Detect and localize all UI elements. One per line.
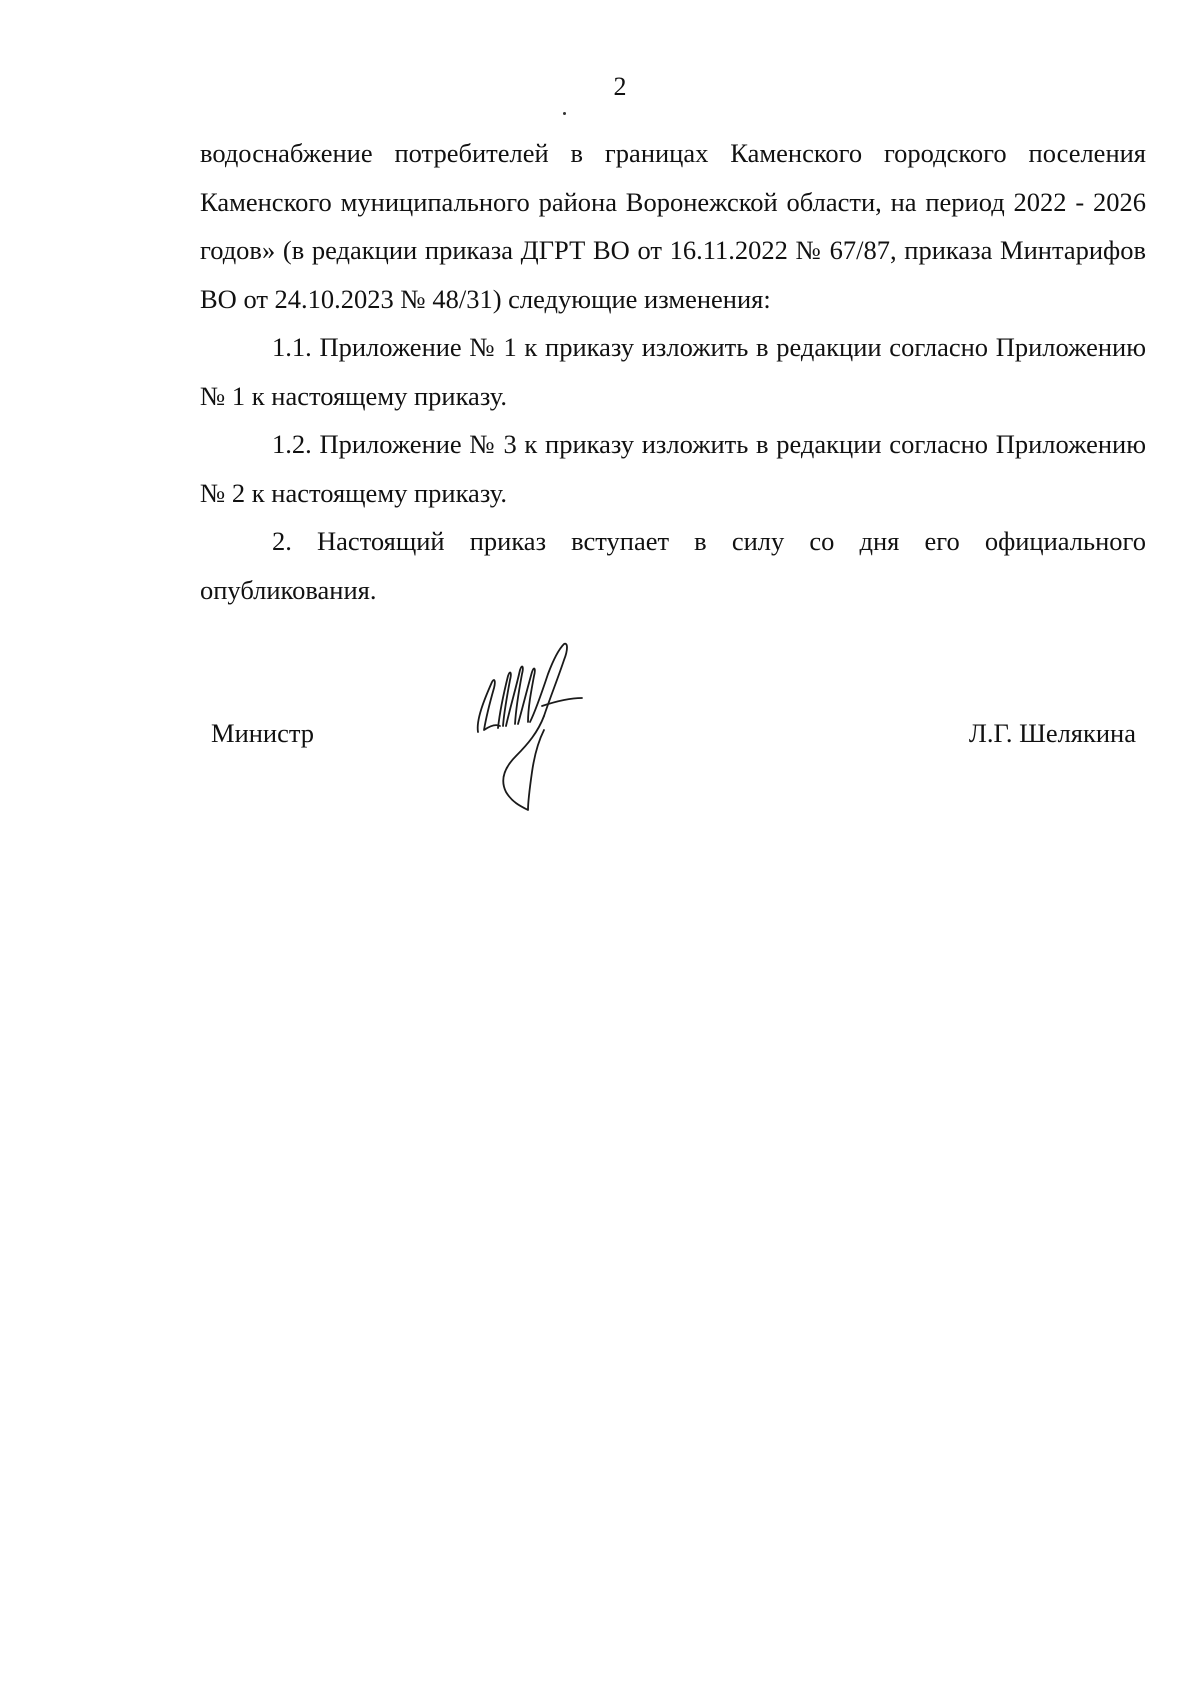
- paragraph-item-2: 2. Настоящий приказ вступает в силу со дня его официального опубликования.: [200, 526, 1146, 605]
- signatory-title: Министр: [211, 718, 315, 748]
- signatory-name: Л.Г. Шелякина: [968, 718, 1136, 748]
- paragraph-continuation: водоснабжение потребителей в границах Каменского городского поселения Каменского муниципального района Воронежской области, на период 2022 - 2026 годов» (в редакции приказа ДГРТ ВО от 16.11.2022 № 67/87, приказа Минтарифов ВО от 24.10.2023 № 48/31) следующие изменения:: [200, 138, 1146, 314]
- signature-block: [0, 640, 1200, 840]
- scan-speck: [563, 112, 566, 115]
- handwritten-signature: [470, 640, 600, 840]
- page-number: 2: [613, 72, 627, 101]
- document-body: [200, 129, 1146, 614]
- paragraph-item-1-2: 1.2. Приложение № 3 к приказу изложить в редакции согласно Приложению № 2 к настоящему приказу.: [200, 429, 1146, 508]
- paragraph-item-1-1: 1.1. Приложение № 1 к приказу изложить в редакции согласно Приложению № 1 к настоящему приказу.: [200, 332, 1146, 411]
